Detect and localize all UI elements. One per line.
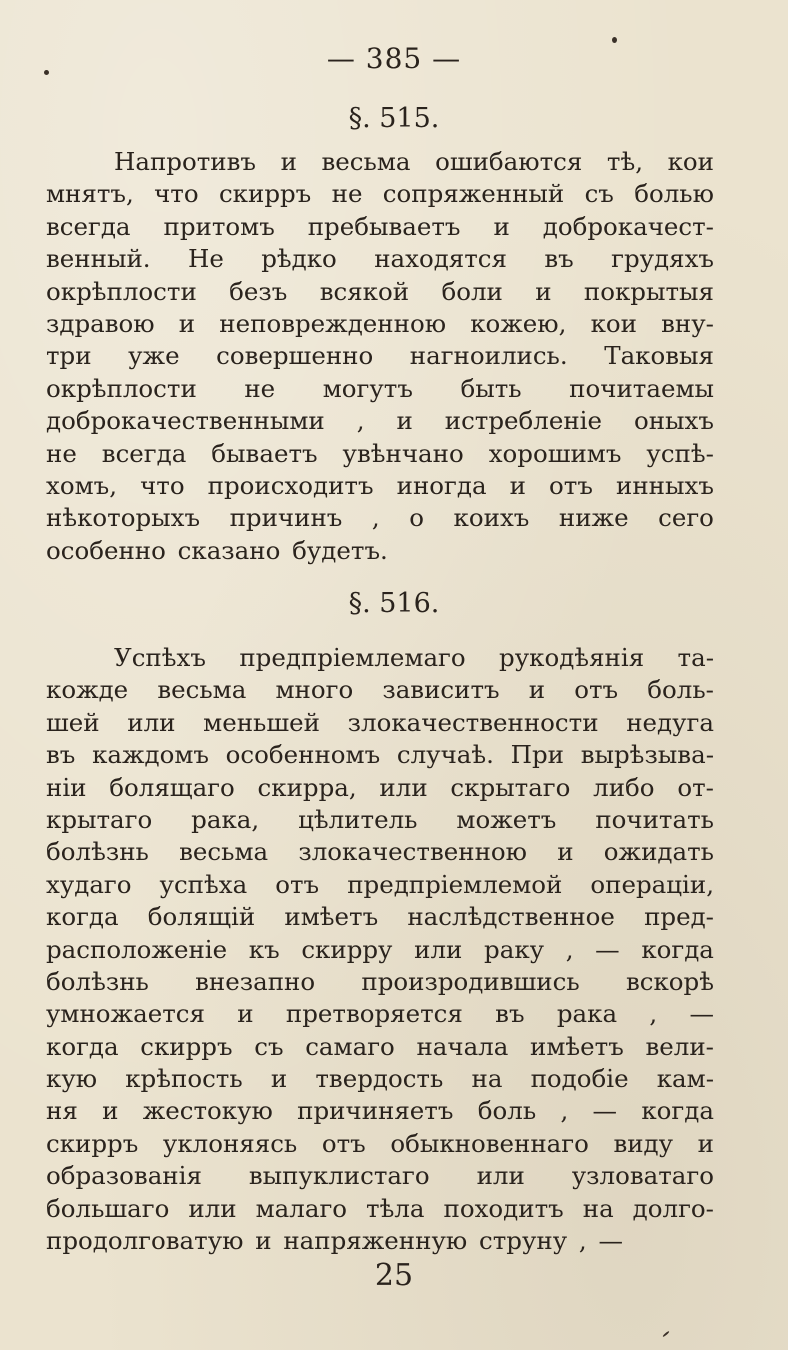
text-line: умножается и претворяется въ рака , — bbox=[46, 999, 714, 1029]
text-line: болѣзнь весьма злокачественною и ожидать bbox=[46, 837, 714, 867]
text-line: окрѣплости безъ всякой боли и покрытыя bbox=[46, 276, 714, 306]
text-line: особенно сказано будетъ. bbox=[46, 535, 388, 565]
text-line: когда скирръ съ самаго начала имѣетъ вели- bbox=[46, 1031, 714, 1061]
paragraph-515 bbox=[46, 146, 714, 567]
text-line: не всегда бываетъ увѣнчано хорошимъ успѣ- bbox=[46, 438, 714, 468]
signature-mark: 25 bbox=[374, 1258, 414, 1293]
text-line: всегда притомъ пребываетъ и доброкачест- bbox=[46, 211, 714, 241]
text-line: Напротивъ и весьма ошибаются тѣ, кои bbox=[114, 147, 714, 176]
text-line: Успѣхъ предпріемлемаго рукодѣянія та- bbox=[114, 643, 714, 672]
text-line: кожде весьма много зависитъ и отъ боль- bbox=[46, 675, 714, 705]
text-line: худаго успѣха отъ предпріемлемой операціи, bbox=[46, 869, 714, 899]
text-line: ніи болящаго скирра, или скрытаго либо от- bbox=[46, 772, 714, 802]
text-line: кую крѣпость и твердость на подобіе кам- bbox=[46, 1064, 714, 1094]
section-heading-515: §. 515. bbox=[348, 103, 440, 134]
text-line: когда болящій имѣетъ наслѣдственное пред- bbox=[46, 902, 714, 932]
text-line: образованія выпуклистаго или узловатаго bbox=[46, 1161, 714, 1191]
text-line: три уже совершенно нагноились. Таковыя bbox=[46, 341, 714, 371]
text-line: хомъ, что происходитъ иногда и отъ инныхъ bbox=[46, 470, 714, 500]
section-heading-516: §. 516. bbox=[348, 588, 440, 619]
text-line: продолговатую и напряженную струну , — bbox=[46, 1226, 623, 1256]
text-line: мнятъ, что скирръ не сопряженный съ болью bbox=[46, 179, 714, 209]
text-line: нѣкоторыхъ причинъ , о коихъ ниже сего bbox=[46, 503, 714, 533]
text-line: болѣзнь внезапно произродившись вскорѣ bbox=[46, 966, 714, 996]
text-line: въ каждомъ особенномъ случаѣ. При вырѣзыва- bbox=[46, 740, 714, 770]
text-line: доброкачественными , и истребленіе оныхъ bbox=[46, 406, 714, 436]
text-line: расположеніе къ скирру или раку , — когда bbox=[46, 934, 714, 964]
ink-speck bbox=[662, 1331, 669, 1338]
ink-speck bbox=[612, 37, 617, 43]
paragraph-516 bbox=[46, 642, 714, 1257]
text-line: шей или меньшей злокачественности недуга bbox=[46, 707, 714, 737]
text-line: скирръ уклоняясь отъ обыкновеннаго виду и bbox=[46, 1128, 714, 1158]
text-line: венный. Не рѣдко находятся въ грудяхъ bbox=[46, 244, 714, 274]
ink-speck bbox=[44, 70, 49, 75]
page-number-header: — 385 — bbox=[326, 42, 462, 75]
text-line: окрѣплости не могутъ быть почитаемы bbox=[46, 373, 714, 403]
text-line: большаго или малаго тѣла походитъ на долго- bbox=[46, 1193, 714, 1223]
text-line: здравою и неповрежденною кожею, кои вну- bbox=[46, 308, 714, 338]
text-line: ня и жестокую причиняетъ боль , — когда bbox=[46, 1096, 714, 1126]
text-line: крытаго рака, цѣлитель можетъ почитать bbox=[46, 804, 714, 834]
